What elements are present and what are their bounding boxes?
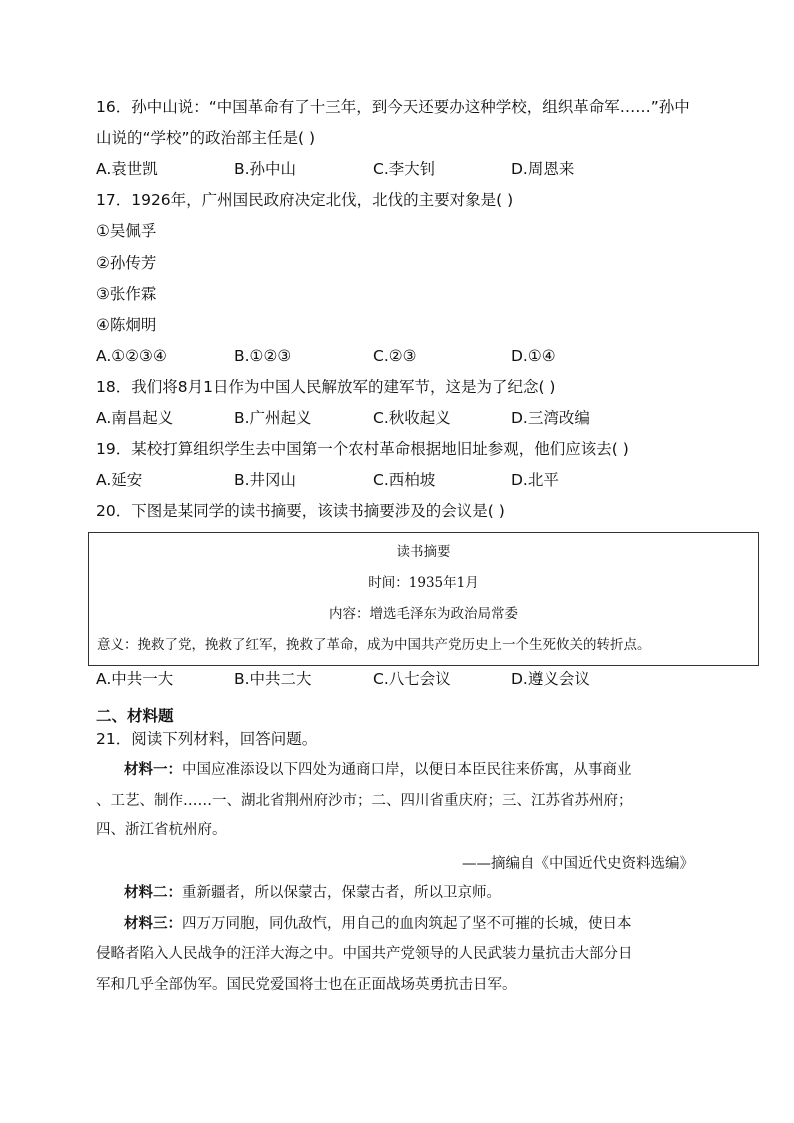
section-heading: 二、材料题 bbox=[96, 707, 174, 725]
q16-option-a[interactable]: A.袁世凯 bbox=[96, 160, 158, 178]
material2-text: 重新疆者，所以保蒙古，保蒙古者，所以卫京师。 bbox=[182, 885, 501, 901]
q16-option-d[interactable]: D.周恩来 bbox=[511, 160, 575, 178]
q19-option-d[interactable]: D.北平 bbox=[511, 471, 559, 489]
material3-text1: 四万万同胞，同仇敌忾，用自己的血肉筑起了坚不可摧的长城，使日本 bbox=[182, 916, 632, 932]
q17-item-3: ③张作霖 bbox=[96, 285, 157, 303]
q19-option-b[interactable]: B.井冈山 bbox=[234, 471, 297, 489]
q19-stem: 19．某校打算组织学生去中国第一个农村革命根据地旧址参观，他们应该去( ) bbox=[96, 440, 629, 458]
q20-stem: 20．下图是某同学的读书摘要，该读书摘要涉及的会议是( ) bbox=[96, 502, 505, 520]
q17-item-1: ①吴佩孚 bbox=[96, 222, 157, 240]
summary-title: 读书摘要 bbox=[396, 544, 451, 560]
material1-line2: 、工艺、制作……一、湖北省荆州府沙市；二、四川省重庆府；三、江苏省苏州府； bbox=[96, 793, 633, 809]
q20-option-d[interactable]: D.遵义会议 bbox=[511, 670, 590, 688]
q20-option-c[interactable]: C.八七会议 bbox=[373, 670, 451, 688]
q18-stem: 18．我们将8月1日作为中国人民解放军的建军节，这是为了纪念( ) bbox=[96, 378, 556, 396]
summary-content: 内容：增选毛泽东为政治局常委 bbox=[329, 606, 518, 622]
material1-line1 bbox=[124, 759, 632, 781]
q17-item-2: ②孙传芳 bbox=[96, 254, 157, 272]
q18-option-a[interactable]: A.南昌起义 bbox=[96, 409, 174, 427]
material1-text1: 中国应准添设以下四处为通商口岸，以便日本臣民往来侨寓，从事商业 bbox=[182, 762, 632, 778]
q16-option-c[interactable]: C.李大钊 bbox=[373, 160, 436, 178]
q20-option-b[interactable]: B.中共二大 bbox=[234, 670, 312, 688]
q16-stem-line2: 山说的“学校”的政治部主任是( ) bbox=[96, 129, 316, 147]
q17-option-a[interactable]: A.①②③④ bbox=[96, 347, 167, 365]
q17-option-d[interactable]: D.①④ bbox=[511, 347, 556, 365]
q21-stem: 21．阅读下列材料，回答问题。 bbox=[96, 730, 318, 748]
material3-label: 材料三： bbox=[124, 915, 182, 932]
material3-line1 bbox=[124, 913, 632, 935]
material1-line3: 四、浙江省杭州府。 bbox=[96, 822, 227, 838]
material1-source: ——摘编自《中国近代史资料选编》 bbox=[462, 856, 694, 872]
q17-option-c[interactable]: C.②③ bbox=[373, 347, 417, 365]
material2-label: 材料二： bbox=[124, 884, 182, 901]
summary-time: 时间：1935年1月 bbox=[368, 575, 479, 591]
q17-option-b[interactable]: B.①②③ bbox=[234, 347, 292, 365]
q18-option-b[interactable]: B.广州起义 bbox=[234, 409, 312, 427]
q17-item-4: ④陈炯明 bbox=[96, 316, 157, 334]
q17-stem: 17．1926年，广州国民政府决定北伐，北伐的主要对象是( ) bbox=[96, 191, 514, 209]
reading-summary-box bbox=[88, 532, 759, 666]
q20-option-a[interactable]: A.中共一大 bbox=[96, 670, 174, 688]
q16-stem-line1: 16．孙中山说：“中国革命有了十三年，到今天还要办这种学校，组织革命军……”孙中 bbox=[96, 98, 690, 116]
q19-option-a[interactable]: A.延安 bbox=[96, 471, 143, 489]
material3-line2: 侵略者陷入人民战争的汪洋大海之中。中国共产党领导的人民武装力量抗击大部分日 bbox=[96, 946, 633, 962]
q18-option-c[interactable]: C.秋收起义 bbox=[373, 409, 451, 427]
material2-line bbox=[124, 882, 501, 904]
q18-option-d[interactable]: D.三湾改编 bbox=[511, 409, 590, 427]
material3-line3: 军和几乎全部伪军。国民党爱国将士也在正面战场英勇抗击日军。 bbox=[96, 977, 517, 993]
q16-option-b[interactable]: B.孙中山 bbox=[234, 160, 297, 178]
material1-label: 材料一： bbox=[124, 761, 182, 778]
summary-meaning: 意义：挽救了党，挽救了红军，挽救了革命，成为中国共产党历史上一个生死攸关的转折点。 bbox=[97, 637, 651, 653]
q19-option-c[interactable]: C.西柏坡 bbox=[373, 471, 436, 489]
